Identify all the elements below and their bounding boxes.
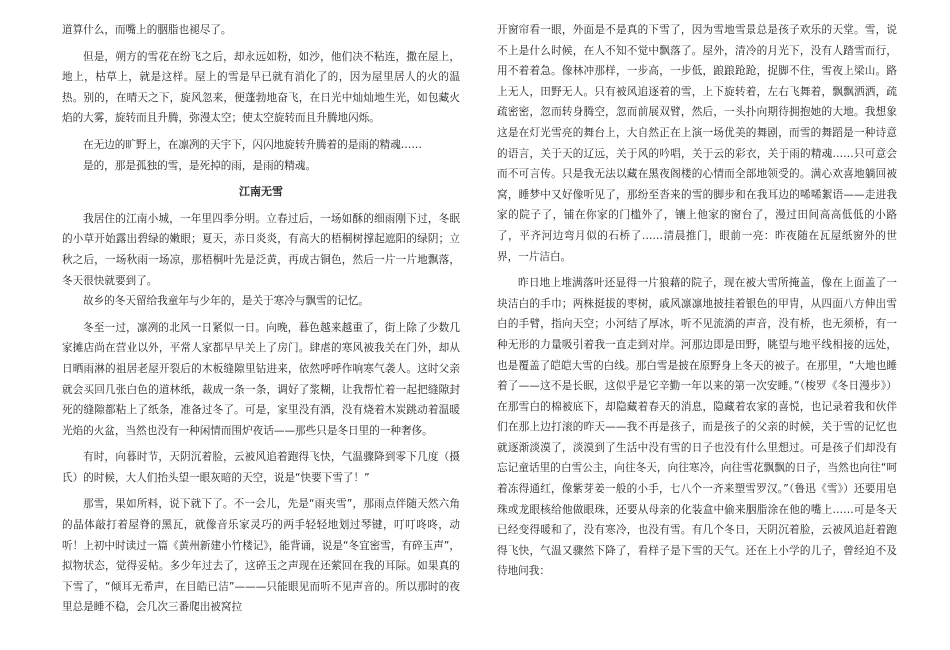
- paragraph: 那雪，果如所料，说下就下了。不一会儿，先是“雨夹雪”，那雨点伴随天然六角的晶体敲打着屋脊的黑瓦，就像音乐家灵巧的两手轻轻地划过琴键，叮叮咚咚，动听！上初中时读过一篇《黄州新建小竹楼记》，能背诵，说是“冬宜密雪，有碎玉声”，拟物状态，觉得妥帖。多少年过去了，这碎玉之声现在还萦回在我的耳际。如果真的下雪了，“倾耳无希声，在目皓已洁”———只能眼见而听不见声音的。所以那时的夜里总是睡不稳，会几次三番爬出被窝拉: [62, 498, 460, 614]
- paragraph: 但是，朔方的雪花在纷飞之后，却永远如粉，如沙，他们决不粘连，撒在屋上，地上，枯草上，就是这样。屋上的雪是早已就有消化了的，因为屋里居人的火的温热。别的，在晴天之下，旋风忽来，便蓬勃地奋飞，在日光中灿灿地生光，如包藏火焰的大雾，旋转而且升腾，弥漫太空；使太空旋转而且升腾地闪烁。: [62, 50, 460, 125]
- paragraph: 冬至一过，凛冽的北风一日紧似一日。向晚，暮色越来越重了，街上除了少数几家摊店尚在营业以外，平常人家都早早关上了房门。肆虐的寒风被我关在门外，却从日晒雨淋的祖居老屋开裂后的木板缝隙里钻进来，依然呼呼作响寒气袭人。这时父亲就会买回几张白色的道林纸，裁成一条一条，调好了浆糊，让我帮忙着一起把缝隙封死的缝隙都粘上了纸条，准备过冬了。可是，家里没有酒，没有烧着木炭跳动着温暖光焰的火盆，当然也没有一种闲情而围炉夜话——那些只是冬日里的一种奢侈。: [62, 321, 460, 437]
- paragraph: 在无边的旷野上，在凛冽的天宇下，闪闪地旋转升腾着的是雨的精魂……: [83, 138, 422, 151]
- left-column: [62, 20, 460, 618]
- paragraph: 昨日地上堆满落叶还显得一片狼藉的院子，现在被大雪所掩盖，像在上面盖了一块洁白的手巾；两株挺拔的枣树，戚风凛凛地披挂着银色的甲胄，从四面八方伸出雪白的手臂，指向天空；小河结了厚冰，听不见流淌的声音，没有桥，也无须桥，有一种无形的力量吸引着我一直走到对岸。河那边即是田野，眺望与地平线相接的远处，也是覆盖了皑皑大雪的白线。那白雪是披在原野身上冬天的被子。在那里，“大地也睡着了——这不是长眠，这似乎是它辛勤一年以来的第一次安睡。”（梭罗《冬日漫步》）在那雪白的棉被底下，却隐藏着春天的消息，隐藏着农家的喜悦，也记录着我和伙伴们在那上边打滚的昨天——我不再是孩子，而是孩子的父亲的时候，关于雪的记忆也就逐渐淡漠了，淡漠到了生活中没有雪的日子也没有什么里想过。可是孩子们却没有忘记童话里的白雪公主，向往冬天，向往寒冷，向往雪花飘飘的日子，当然也向往“呵着冻得通红，像紫芽姜一般的小手，七八个一齐来塑雪罗汉。”（鲁迅《雪》）还要用皂珠或龙眼核给他做眼珠，还要从母亲的化装盒中偷来胭脂涂在他的嘴上……可是冬天已经变得暖和了，没有寒冷，也没有雪。有几个冬日，天阴沉着脸，云被风追赶着跑得飞快，气温又骤然下降了，看样子是下雪的天气。还在上小学的儿子，曾经迫不及待地问我：: [497, 277, 897, 578]
- paragraph: 开窗帘看一眼，外面是不是真的下雪了，因为雪地雪景总是孩子欢乐的天堂。雪，说不上是什么时候，在人不知不觉中飘落了。屋外，清冷的月光下，没有人踏雪而行，用不着着急。像林冲那样，一步高，一步低，踉踉跄跄，捉脚不住，雪夜上梁山。路上无人，田野无人。只有被风追逐着的雪，上下旋转着，左右飞舞着，飘飘洒洒，疏疏密密，忽而转身腾空，忽而前展双臂，然后，一头扑向期待拥抱她的大地。我想象这是在灯光雪亮的舞台上，大自然正在上演一场优美的舞剧，而雪的舞蹈是一种诗意的语言，关于天的辽远，关于风的吟唱，关于云的彩衣，关于雨的精魂……只可意会而不可言传。只是我无法以藏在黑夜阁楼的心情而全部地领受的。满心欢喜地躺回被窝，睡梦中又好像听见了，那纷至沓来的雪的脚步和在我耳边的唏唏絮语——走进我家的院子了，铺在你家的门槛外了，镶上他家的窗台了，漫过田间高高低低的小路了，平齐河边弯月似的石桥了……清晨推门，眼前一亮：昨夜随在瓦屋纸窗外的世界，一片洁白。: [497, 24, 897, 263]
- article-title: 江南无雪: [239, 185, 283, 199]
- right-column: [497, 20, 897, 582]
- paragraph: 我居住的江南小城，一年里四季分明。立春过后，一场如酥的细雨刚下过，冬眠的小草开始露出碧绿的嫩眼；夏天，赤日炎炎，有高大的梧桐树撑起遮阳的绿阴；立秋之后，一场秋雨一场凉，那梧桐叶先是泛黄，再成古铜色，然后一片一片地飘落，冬天很快就要到了。: [62, 212, 460, 287]
- paragraph: 有时，向暮时节，天阴沉着脸，云被风追着跑得飞快，气温骤降到零下几度（摄氏）的时候，大人们抬头望一眼灰暗的天空，说是“快要下雪了！”: [62, 451, 460, 484]
- paragraph: 是的，那是孤独的雪，是死掉的雨，是雨的精魂。: [83, 159, 317, 172]
- paragraph: 故乡的冬天留给我童年与少年的，是关于寒冷与飘雪的记忆。: [83, 295, 370, 308]
- paragraph: 道算什么，而嘴上的胭脂也褪尽了。: [62, 24, 232, 36]
